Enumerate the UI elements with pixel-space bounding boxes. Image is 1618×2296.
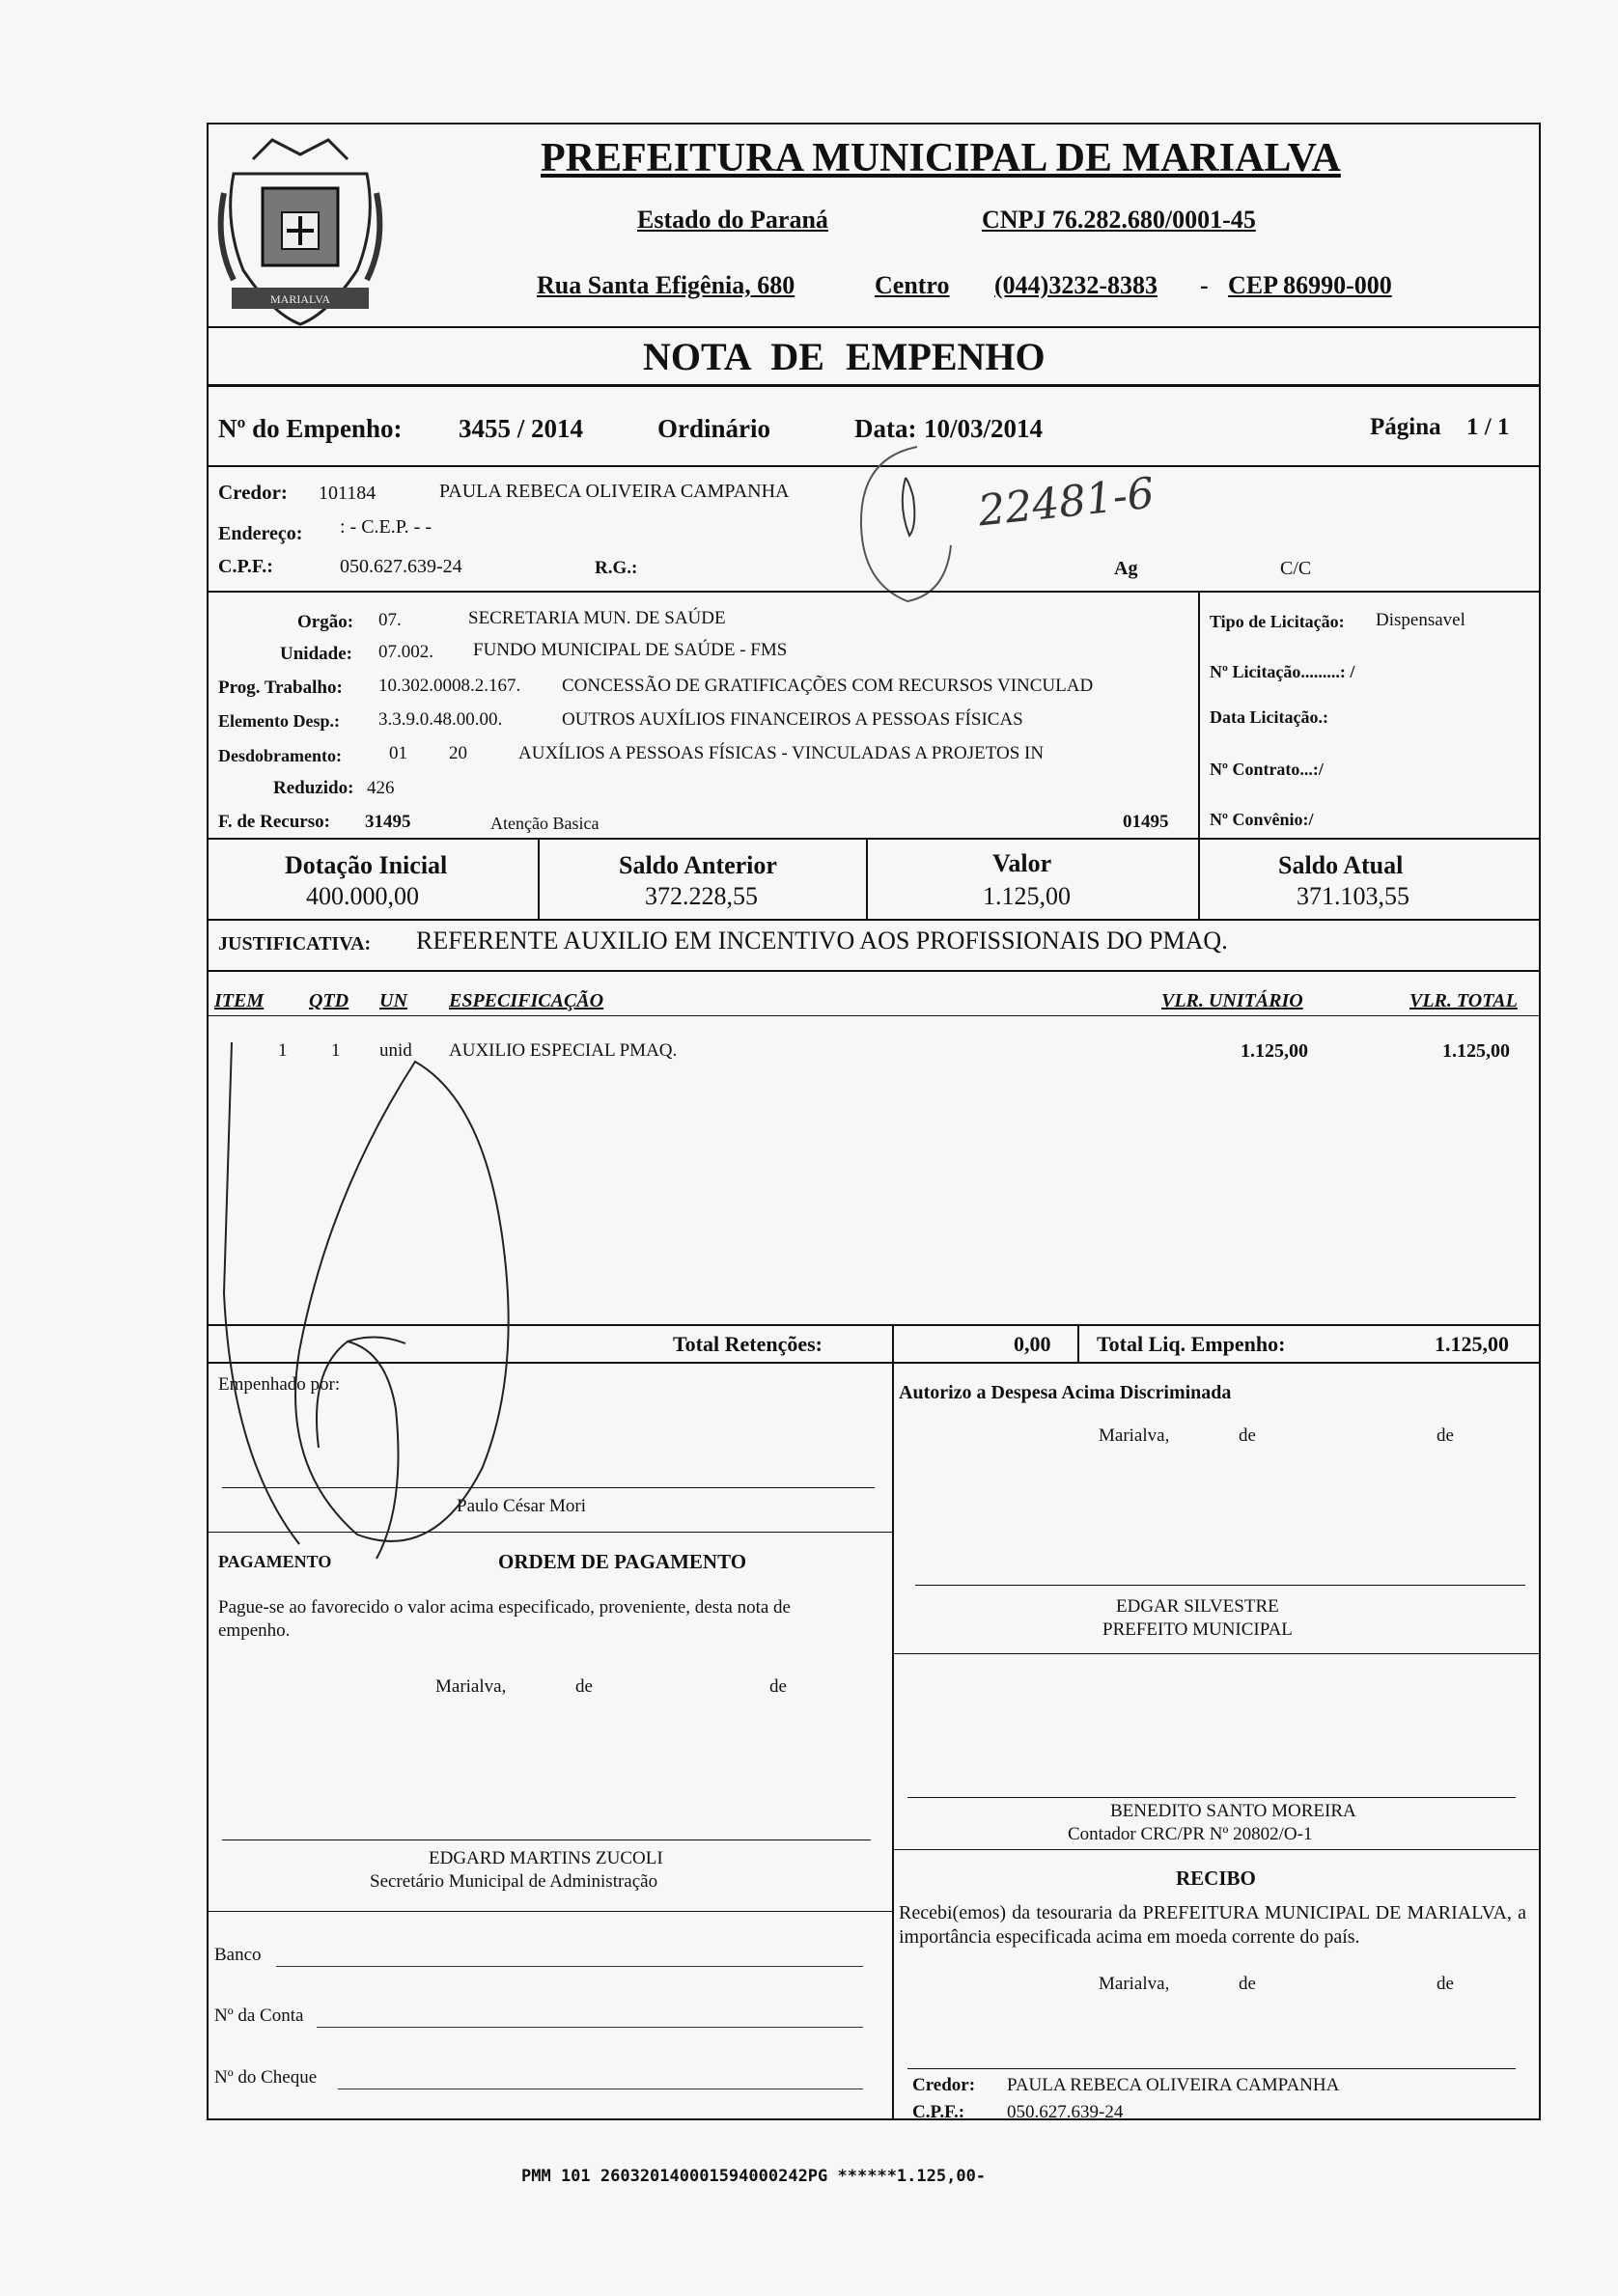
orgao-cod: 07. xyxy=(378,610,402,630)
cpf-label: C.P.F.: xyxy=(218,556,273,577)
signature-line xyxy=(915,1585,1525,1586)
handwritten-signature xyxy=(212,1004,695,1563)
recibo-cpf-label: C.P.F.: xyxy=(912,2102,965,2122)
justificativa-texto: REFERENTE AUXILIO EM INCENTIVO AOS PROFISSIONAIS DO PMAQ. xyxy=(416,927,1228,954)
autorizo-de1: de xyxy=(1239,1425,1256,1446)
signature-line xyxy=(907,1797,1516,1798)
item-un: unid xyxy=(379,1040,412,1061)
col-qtd: QTD xyxy=(309,990,349,1011)
empenhado-assinante: Paulo César Mori xyxy=(457,1496,587,1516)
pagamento-de1: de xyxy=(575,1676,593,1697)
prefeito-cargo: PREFEITO MUNICIPAL xyxy=(1102,1619,1293,1640)
item-especificacao: AUXILIO ESPECIAL PMAQ. xyxy=(449,1040,678,1061)
divider xyxy=(207,591,1539,593)
reduzido-label: Reduzido: xyxy=(273,778,354,798)
empenho-tipo: Ordinário xyxy=(657,414,771,443)
secretario-cargo: Secretário Municipal de Administração xyxy=(370,1871,658,1892)
data-licitacao: Data Licitação.: xyxy=(1210,707,1328,727)
col-vlr-total: VLR. TOTAL xyxy=(1409,990,1518,1011)
pagamento-de2: de xyxy=(769,1676,787,1697)
recibo-cpf: 050.627.639-24 xyxy=(1007,2102,1124,2122)
recurso-cod: 31495 xyxy=(365,812,411,832)
contador-nome: BENEDITO SANTO MOREIRA xyxy=(1110,1801,1356,1821)
col-un: UN xyxy=(379,990,407,1011)
recibo-credor-nome: PAULA REBECA OLIVEIRA CAMPANHA xyxy=(1007,2075,1340,2095)
secretario-nome: EDGARD MARTINS ZUCOLI xyxy=(429,1848,663,1868)
tipo-licitacao-valor: Dispensavel xyxy=(1376,610,1465,630)
pagamento-local: Marialva, xyxy=(435,1676,507,1697)
doc-title: NOTA DE EMPENHO xyxy=(643,335,1046,378)
recibo-credor-label: Credor: xyxy=(912,2075,976,2095)
unidade-desc: FUNDO MUNICIPAL DE SAÚDE - FMS xyxy=(473,640,788,660)
credor-nome: PAULA REBECA OLIVEIRA CAMPANHA xyxy=(439,481,790,502)
empenho-numero: 3455 / 2014 xyxy=(459,414,584,443)
recurso-cod2: 01495 xyxy=(1123,812,1169,832)
item-qtd: 1 xyxy=(331,1040,341,1061)
pagamento-label: PAGAMENTO xyxy=(218,1552,332,1571)
conta-label: Nº da Conta xyxy=(214,2006,304,2026)
empenho-label: Nº do Empenho: xyxy=(218,414,403,443)
item-numero: 1 xyxy=(278,1040,288,1061)
stamp-mark xyxy=(850,439,965,603)
header-rua: Rua Santa Efigênia, 680 xyxy=(537,271,795,299)
divider xyxy=(207,970,1539,972)
header-cnpj: CNPJ 76.282.680/0001-45 xyxy=(982,206,1256,234)
header-telefone: (044)3232-8383 xyxy=(994,271,1158,299)
valor-label: Valor xyxy=(992,849,1052,877)
banco-field-line xyxy=(276,1966,863,1967)
header-cep: CEP 86990-000 xyxy=(1228,271,1392,299)
reduzido-valor: 426 xyxy=(367,778,395,798)
handwritten-code: 22481-6 xyxy=(975,468,1158,537)
prog-desc: CONCESSÃO DE GRATIFICAÇÕES COM RECURSOS VINCULAD xyxy=(562,676,1094,696)
recibo-local: Marialva, xyxy=(1099,1974,1170,1994)
footer-code: PMM 101 260320140001594000242PG ******1.125,00- xyxy=(521,2167,987,2186)
desdob-label: Desdobramento: xyxy=(218,746,342,765)
numero-contrato: Nº Contrato...:/ xyxy=(1210,760,1324,779)
divider xyxy=(892,1849,1539,1850)
rg-label: R.G.: xyxy=(595,558,638,578)
numero-convenio: Nº Convênio:/ xyxy=(1210,810,1314,829)
autorizo-local: Marialva, xyxy=(1099,1425,1170,1446)
item-vlr-unitario: 1.125,00 xyxy=(1241,1040,1308,1062)
elemento-label: Elemento Desp.: xyxy=(218,711,340,731)
header-bairro: Centro xyxy=(875,271,950,299)
recurso-desc: Atenção Basica xyxy=(490,814,600,833)
divider xyxy=(1198,591,1200,839)
unidade-cod: 07.002. xyxy=(378,642,433,662)
endereco-valor: : - C.E.P. - - xyxy=(340,516,432,538)
divider xyxy=(1198,838,1200,920)
tipo-licitacao-label: Tipo de Licitação: xyxy=(1210,612,1345,631)
justificativa-label: JUSTIFICATIVA: xyxy=(218,933,372,954)
divider xyxy=(892,1362,894,2118)
unidade-label: Unidade: xyxy=(280,644,352,664)
divider xyxy=(892,1653,1539,1654)
dotacao-label: Dotação Inicial xyxy=(285,851,448,879)
credor-codigo: 101184 xyxy=(319,483,377,504)
crest-banner-text: MARIALVA xyxy=(269,292,331,306)
endereco-label: Endereço: xyxy=(218,523,303,544)
divider xyxy=(1077,1324,1079,1363)
autorizo-texto: Autorizo a Despesa Acima Discriminada xyxy=(899,1382,1232,1403)
total-retencoes-label: Total Retenções: xyxy=(673,1332,823,1356)
pagina-label: Página xyxy=(1370,414,1441,440)
col-especificacao: ESPECIFICAÇÃO xyxy=(449,990,604,1011)
orgao-desc: SECRETARIA MUN. DE SAÚDE xyxy=(468,608,726,628)
cpf-valor: 050.627.639-24 xyxy=(340,556,462,577)
recibo-titulo: RECIBO xyxy=(1176,1867,1256,1890)
recibo-texto: Recebi(emos) da tesouraria da PREFEITURA MUNICIPAL DE MARIALVA, a importância especificada acima em moeda corrente do país. xyxy=(899,1902,1526,1948)
header-separador: - xyxy=(1200,271,1209,299)
saldo-anterior-label: Saldo Anterior xyxy=(619,851,777,879)
pagina-valor: 1 / 1 xyxy=(1466,414,1510,440)
empenho-data-label: Data: xyxy=(854,414,917,443)
cheque-label: Nº do Cheque xyxy=(214,2067,318,2088)
ordem-pagamento-titulo: ORDEM DE PAGAMENTO xyxy=(498,1550,747,1573)
recibo-de1: de xyxy=(1239,1974,1256,1994)
header-title: PREFEITURA MUNICIPAL DE MARIALVA xyxy=(541,136,1341,180)
ag-label: Ag xyxy=(1114,558,1138,579)
empenho-data: 10/03/2014 xyxy=(924,414,1044,443)
desdob-desc: AUXÍLIOS A PESSOAS FÍSICAS - VINCULADAS A PROJETOS IN xyxy=(518,743,1045,763)
prog-label: Prog. Trabalho: xyxy=(218,678,343,698)
municipal-crest xyxy=(214,135,386,334)
contador-cargo: Contador CRC/PR Nº 20802/O-1 xyxy=(1068,1824,1313,1844)
divider xyxy=(207,1911,894,1912)
header-estado: Estado do Paraná xyxy=(637,206,828,234)
autorizo-de2: de xyxy=(1437,1425,1454,1446)
empenhado-label: Empenhado por: xyxy=(218,1374,341,1395)
conta-field-line xyxy=(317,2027,863,2028)
saldo-atual-label: Saldo Atual xyxy=(1278,851,1404,879)
credor-label: Credor: xyxy=(218,481,288,504)
valor-valor: 1.125,00 xyxy=(983,882,1071,910)
banco-label: Banco xyxy=(214,1945,262,1965)
recibo-de2: de xyxy=(1437,1974,1454,1994)
orgao-label: Orgão: xyxy=(297,612,354,632)
saldo-anterior-valor: 372.228,55 xyxy=(645,882,758,910)
elemento-desc: OUTROS AUXÍLIOS FINANCEIROS A PESSOAS FÍSICAS xyxy=(562,709,1023,730)
item-vlr-total: 1.125,00 xyxy=(1442,1040,1510,1062)
total-retencoes-valor: 0,00 xyxy=(1014,1332,1051,1356)
saldo-atual-valor: 371.103,55 xyxy=(1297,882,1409,910)
prefeito-nome: EDGAR SILVESTRE xyxy=(1116,1596,1279,1617)
divider xyxy=(538,838,540,920)
numero-licitacao: Nº Licitação.........: / xyxy=(1210,662,1355,681)
total-liq-label: Total Liq. Empenho: xyxy=(1097,1332,1286,1356)
prog-cod: 10.302.0008.2.167. xyxy=(378,676,521,696)
divider xyxy=(892,1324,894,1363)
divider xyxy=(207,838,1539,840)
desdob-cod1: 01 xyxy=(389,743,407,763)
cc-label: C/C xyxy=(1280,558,1312,579)
pagamento-texto: Pague-se ao favorecido o valor acima especificado, proveniente, desta nota de empenho. xyxy=(218,1597,791,1641)
divider xyxy=(207,384,1539,387)
col-item: ITEM xyxy=(214,990,265,1011)
elemento-cod: 3.3.9.0.48.00.00. xyxy=(378,709,503,730)
divider xyxy=(207,919,1539,921)
divider xyxy=(207,326,1539,328)
recurso-label: F. de Recurso: xyxy=(218,812,330,832)
desdob-cod2: 20 xyxy=(449,743,467,763)
divider xyxy=(866,838,868,920)
dotacao-valor: 400.000,00 xyxy=(306,882,419,910)
total-liq-valor: 1.125,00 xyxy=(1435,1332,1509,1356)
signature-line xyxy=(907,2068,1516,2069)
col-vlr-unitario: VLR. UNITÁRIO xyxy=(1161,990,1303,1011)
